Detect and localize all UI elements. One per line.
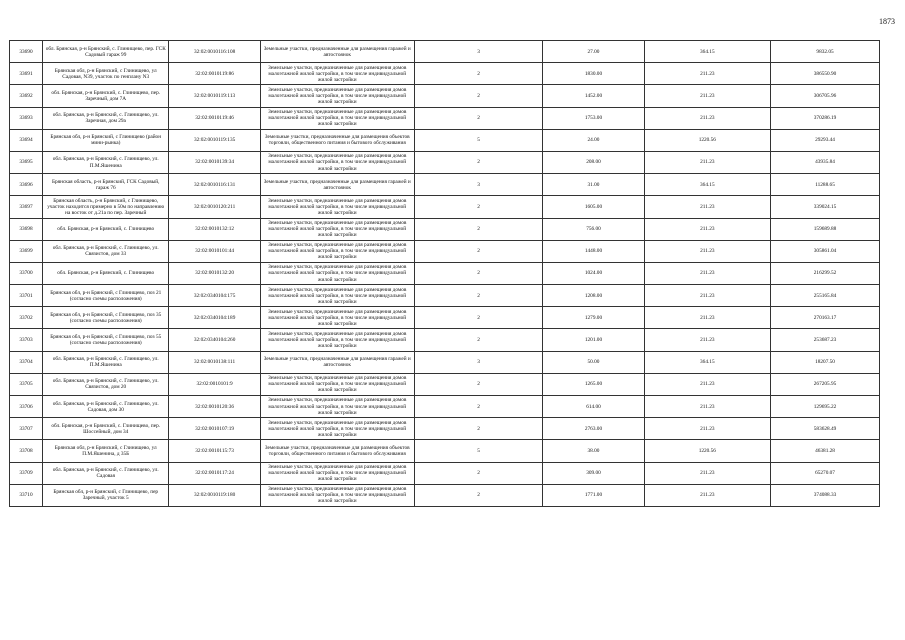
table-row xyxy=(10,262,880,284)
land-use-cell: Земельные участки, предназначенные для размещения домов малоэтажной жилой застройки, в том числе индивидуальной жилой застройки xyxy=(260,218,414,240)
group-number-cell: 2 xyxy=(414,196,543,218)
address-cell: Брянская область, р-н Брянский, с Глинищево, участок находится примерно в 50м по направлению на восток от д.21а по пер. Заречный xyxy=(42,196,168,218)
row-number: 33694 xyxy=(10,129,43,151)
table-row xyxy=(10,373,880,395)
address-cell: обл. Брянская, р-н Брянский, с. Глинищево, ул. Связистов, дом 20 xyxy=(42,373,168,395)
area-cell: 1265.00 xyxy=(543,373,644,395)
cadastral-value-table xyxy=(9,40,880,507)
land-use-cell: Земельные участки, предназначенные для размещения домов малоэтажной жилой застройки, в том числе индивидуальной жилой застройки xyxy=(260,462,414,484)
area-cell: 1279.00 xyxy=(543,307,644,329)
cadastral-value-cell: 46381.28 xyxy=(771,440,880,462)
land-use-cell: Земельные участки, предназначенные для размещения домов малоэтажной жилой застройки, в том числе индивидуальной жилой застройки xyxy=(260,285,414,307)
area-cell: 1208.00 xyxy=(543,285,644,307)
cadastral-value-cell: 11288.65 xyxy=(771,174,880,196)
group-number-cell: 2 xyxy=(414,107,543,129)
row-number: 33701 xyxy=(10,285,43,307)
group-number-cell: 2 xyxy=(414,63,543,85)
specific-value-cell: 211.23 xyxy=(644,262,770,284)
address-cell: обл. Брянская, р-н Брянский, с. Глинищево, ул. П.М.Яшенина xyxy=(42,151,168,173)
table-row xyxy=(10,129,880,151)
address-cell: обл. Брянская, р-н Брянский, с. Глинищево, пер. Заречный, дом 7А xyxy=(42,85,168,107)
cadastral-value-cell: 129695.22 xyxy=(771,396,880,418)
land-use-cell: Земельные участки, предназначенные для размещения объектов торговли, общественного питания и бытового обслуживания xyxy=(260,129,414,151)
cadastral-number-cell: 32:02:0010119:86 xyxy=(169,63,260,85)
land-use-cell: Земельные участки, предназначенные для размещения домов малоэтажной жилой застройки, в том числе индивидуальной жилой застройки xyxy=(260,396,414,418)
group-number-cell: 2 xyxy=(414,462,543,484)
table-row xyxy=(10,484,880,506)
land-use-cell: Земельные участки, предназначенные для размещения гаражей и автостоянок xyxy=(260,351,414,373)
group-number-cell: 2 xyxy=(414,373,543,395)
cadastral-number-cell: 32:02:0010107:19 xyxy=(169,418,260,440)
area-cell: 309.00 xyxy=(543,462,644,484)
cadastral-value-cell: 18207.50 xyxy=(771,351,880,373)
group-number-cell: 2 xyxy=(414,85,543,107)
group-number-cell: 3 xyxy=(414,351,543,373)
row-number: 33709 xyxy=(10,462,43,484)
group-number-cell: 2 xyxy=(414,240,543,262)
table-row xyxy=(10,440,880,462)
cadastral-number-cell: 32:02:0010119:46 xyxy=(169,107,260,129)
row-number: 33707 xyxy=(10,418,43,440)
table-row xyxy=(10,396,880,418)
cadastral-number-cell: 32:02:0010132:20 xyxy=(169,262,260,284)
area-cell: 1452.00 xyxy=(543,85,644,107)
table-row xyxy=(10,462,880,484)
specific-value-cell: 1220.56 xyxy=(644,129,770,151)
cadastral-value-cell: 270163.17 xyxy=(771,307,880,329)
group-number-cell: 2 xyxy=(414,418,543,440)
area-cell: 1448.00 xyxy=(543,240,644,262)
area-cell: 1753.00 xyxy=(543,107,644,129)
cadastral-number-cell: 32:02:0010101:9 xyxy=(169,373,260,395)
address-cell: обл. Брянская, р-н Брянский, с. Глинищево, ул. Садовая xyxy=(42,462,168,484)
group-number-cell: 2 xyxy=(414,218,543,240)
specific-value-cell: 211.23 xyxy=(644,218,770,240)
cadastral-value-cell: 29293.44 xyxy=(771,129,880,151)
land-use-cell: Земельные участки, предназначенные для размещения домов малоэтажной жилой застройки, в том числе индивидуальной жилой застройки xyxy=(260,63,414,85)
group-number-cell: 2 xyxy=(414,396,543,418)
specific-value-cell: 211.23 xyxy=(644,396,770,418)
address-cell: Брянская обл, р-н Брянский, с Глинищево, пер Заречный, участок 5 xyxy=(42,484,168,506)
table-row xyxy=(10,151,880,173)
specific-value-cell: 211.23 xyxy=(644,285,770,307)
specific-value-cell: 364.15 xyxy=(644,174,770,196)
table-row xyxy=(10,329,880,351)
cadastral-number-cell: 32:02:0010119:180 xyxy=(169,484,260,506)
row-number: 33690 xyxy=(10,41,43,63)
row-number: 33699 xyxy=(10,240,43,262)
address-cell: обл. Брянская, р-н Брянский, с. Глинищево, пер. ГСК Садовый гараж 99 xyxy=(42,41,168,63)
area-cell: 27.00 xyxy=(543,41,644,63)
group-number-cell: 2 xyxy=(414,262,543,284)
page-number: 1873 xyxy=(879,17,895,26)
cadastral-value-cell: 253687.23 xyxy=(771,329,880,351)
area-cell: 1605.00 xyxy=(543,196,644,218)
area-cell: 1771.00 xyxy=(543,484,644,506)
land-use-cell: Земельные участки, предназначенные для размещения домов малоэтажной жилой застройки, в том числе индивидуальной жилой застройки xyxy=(260,373,414,395)
row-number: 33695 xyxy=(10,151,43,173)
cadastral-value-cell: 583628.49 xyxy=(771,418,880,440)
specific-value-cell: 211.23 xyxy=(644,85,770,107)
specific-value-cell: 211.23 xyxy=(644,240,770,262)
land-use-cell: Земельные участки, предназначенные для размещения гаражей и автостоянок xyxy=(260,41,414,63)
group-number-cell: 3 xyxy=(414,174,543,196)
cadastral-value-cell: 305861.04 xyxy=(771,240,880,262)
group-number-cell: 2 xyxy=(414,484,543,506)
specific-value-cell: 211.23 xyxy=(644,462,770,484)
cadastral-value-cell: 255165.84 xyxy=(771,285,880,307)
cadastral-number-cell: 32:02:0010115:73 xyxy=(169,440,260,462)
cadastral-value-cell: 159689.88 xyxy=(771,218,880,240)
row-number: 33693 xyxy=(10,107,43,129)
specific-value-cell: 211.23 xyxy=(644,418,770,440)
specific-value-cell: 211.23 xyxy=(644,196,770,218)
cadastral-number-cell: 32:02:0010116:108 xyxy=(169,41,260,63)
table-row xyxy=(10,240,880,262)
row-number: 33697 xyxy=(10,196,43,218)
address-cell: обл. Брянская, р-н Брянский, с. Глинищево, ул. Связистов, дом 33 xyxy=(42,240,168,262)
cadastral-value-cell: 374088.33 xyxy=(771,484,880,506)
address-cell: обл. Брянская, р-н Брянский, с. Глинищево, пер. Шоссейный, дом 34 xyxy=(42,418,168,440)
area-cell: 1024.00 xyxy=(543,262,644,284)
cadastral-number-cell: 32:02:0010117:24 xyxy=(169,462,260,484)
specific-value-cell: 211.23 xyxy=(644,373,770,395)
cadastral-number-cell: 32:02:0010101:44 xyxy=(169,240,260,262)
area-cell: 208.00 xyxy=(543,151,644,173)
table-row xyxy=(10,285,880,307)
land-use-cell: Земельные участки, предназначенные для размещения объектов торговли, общественного питания и бытового обслуживания xyxy=(260,440,414,462)
specific-value-cell: 211.23 xyxy=(644,329,770,351)
address-cell: обл. Брянская, р-н Брянский, с. Глинищево, ул. Садовая, дом 30 xyxy=(42,396,168,418)
address-cell: Брянская обл, р-н Брянский, с Глинищево, поз 21 (согласно схемы расположения) xyxy=(42,285,168,307)
specific-value-cell: 211.23 xyxy=(644,151,770,173)
specific-value-cell: 211.23 xyxy=(644,307,770,329)
land-use-cell: Земельные участки, предназначенные для размещения гаражей и автостоянок xyxy=(260,174,414,196)
cadastral-value-cell: 306705.96 xyxy=(771,85,880,107)
table-row xyxy=(10,307,880,329)
address-cell: обл. Брянская, р-н Брянский, с. Глинищево, ул. Заречная, дом 29а xyxy=(42,107,168,129)
cadastral-value-cell: 339024.15 xyxy=(771,196,880,218)
area-cell: 38.00 xyxy=(543,440,644,462)
address-cell: Брянская обл, р-н Брянский, с Глинищево, ул П.М.Яшенина, д 35Б xyxy=(42,440,168,462)
row-number: 33696 xyxy=(10,174,43,196)
specific-value-cell: 211.23 xyxy=(644,63,770,85)
area-cell: 1830.00 xyxy=(543,63,644,85)
cadastral-number-cell: 32:02:0010120:36 xyxy=(169,396,260,418)
row-number: 33706 xyxy=(10,396,43,418)
specific-value-cell: 211.23 xyxy=(644,484,770,506)
area-cell: 1201.00 xyxy=(543,329,644,351)
group-number-cell: 2 xyxy=(414,307,543,329)
group-number-cell: 3 xyxy=(414,41,543,63)
address-cell: обл. Брянская, р-н Брянский, с. Глинищево, ул. П.М.Яшенина xyxy=(42,351,168,373)
land-use-cell: Земельные участки, предназначенные для размещения домов малоэтажной жилой застройки, в том числе индивидуальной жилой застройки xyxy=(260,85,414,107)
land-use-cell: Земельные участки, предназначенные для размещения домов малоэтажной жилой застройки, в том числе индивидуальной жилой застройки xyxy=(260,484,414,506)
table-row xyxy=(10,418,880,440)
cadastral-value-cell: 43935.84 xyxy=(771,151,880,173)
area-cell: 24.00 xyxy=(543,129,644,151)
cadastral-number-cell: 32:02:0340104:260 xyxy=(169,329,260,351)
address-cell: обл. Брянская, р-н Брянский, с. Глинищево xyxy=(42,218,168,240)
group-number-cell: 2 xyxy=(414,329,543,351)
land-use-cell: Земельные участки, предназначенные для размещения домов малоэтажной жилой застройки, в том числе индивидуальной жилой застройки xyxy=(260,329,414,351)
address-cell: Брянская обл, р-н Брянский, с Глинищево, ул Садовая, N39, участок по генплану N3 xyxy=(42,63,168,85)
land-use-cell: Земельные участки, предназначенные для размещения домов малоэтажной жилой застройки, в том числе индивидуальной жилой застройки xyxy=(260,151,414,173)
cadastral-number-cell: 32:02:0010119:113 xyxy=(169,85,260,107)
area-cell: 756.00 xyxy=(543,218,644,240)
row-number: 33703 xyxy=(10,329,43,351)
cadastral-value-cell: 386550.90 xyxy=(771,63,880,85)
row-number: 33702 xyxy=(10,307,43,329)
address-cell: Брянская обл, р-н Брянский, с Глинищево, поз 55 (согласно схемы расположения) xyxy=(42,329,168,351)
table-row xyxy=(10,41,880,63)
table-row xyxy=(10,218,880,240)
specific-value-cell: 364.15 xyxy=(644,41,770,63)
cadastral-number-cell: 32:02:0010138:111 xyxy=(169,351,260,373)
land-use-cell: Земельные участки, предназначенные для размещения домов малоэтажной жилой застройки, в том числе индивидуальной жилой застройки xyxy=(260,307,414,329)
table-row xyxy=(10,174,880,196)
group-number-cell: 5 xyxy=(414,129,543,151)
cadastral-value-cell: 9832.05 xyxy=(771,41,880,63)
cadastral-number-cell: 32:02:0010116:131 xyxy=(169,174,260,196)
land-use-cell: Земельные участки, предназначенные для размещения домов малоэтажной жилой застройки, в том числе индивидуальной жилой застройки xyxy=(260,262,414,284)
row-number: 33700 xyxy=(10,262,43,284)
table-row xyxy=(10,107,880,129)
table-row xyxy=(10,63,880,85)
address-cell: Брянская область, р-н Брянский, ГСК Садовый, гараж 76 xyxy=(42,174,168,196)
row-number: 33705 xyxy=(10,373,43,395)
area-cell: 31.00 xyxy=(543,174,644,196)
cadastral-value-cell: 65270.07 xyxy=(771,462,880,484)
cadastral-number-cell: 32:02:0010132:12 xyxy=(169,218,260,240)
row-number: 33710 xyxy=(10,484,43,506)
cadastral-value-cell: 216299.52 xyxy=(771,262,880,284)
group-number-cell: 2 xyxy=(414,151,543,173)
area-cell: 2763.00 xyxy=(543,418,644,440)
address-cell: Брянская обл, р-н Брянский, с Глинищево, поз 35 (согласно схемы расположения) xyxy=(42,307,168,329)
address-cell: Брянская обл, р-н Брянский, с Глинищево (район мини-рынка) xyxy=(42,129,168,151)
specific-value-cell: 1220.56 xyxy=(644,440,770,462)
row-number: 33708 xyxy=(10,440,43,462)
specific-value-cell: 364.15 xyxy=(644,351,770,373)
row-number: 33692 xyxy=(10,85,43,107)
row-number: 33691 xyxy=(10,63,43,85)
group-number-cell: 2 xyxy=(414,285,543,307)
table-row xyxy=(10,196,880,218)
cadastral-number-cell: 32:02:0340104:189 xyxy=(169,307,260,329)
cadastral-number-cell: 32:02:0010119:135 xyxy=(169,129,260,151)
specific-value-cell: 211.23 xyxy=(644,107,770,129)
table-row xyxy=(10,85,880,107)
area-cell: 50.00 xyxy=(543,351,644,373)
land-use-cell: Земельные участки, предназначенные для размещения домов малоэтажной жилой застройки, в том числе индивидуальной жилой застройки xyxy=(260,418,414,440)
row-number: 33704 xyxy=(10,351,43,373)
row-number: 33698 xyxy=(10,218,43,240)
land-use-cell: Земельные участки, предназначенные для размещения домов малоэтажной жилой застройки, в том числе индивидуальной жилой застройки xyxy=(260,107,414,129)
cadastral-number-cell: 32:02:0010139:34 xyxy=(169,151,260,173)
address-cell: обл. Брянская, р-н Брянский, с. Глинищево xyxy=(42,262,168,284)
table-row xyxy=(10,351,880,373)
land-use-cell: Земельные участки, предназначенные для размещения домов малоэтажной жилой застройки, в том числе индивидуальной жилой застройки xyxy=(260,240,414,262)
cadastral-number-cell: 32:02:0010120:211 xyxy=(169,196,260,218)
area-cell: 614.00 xyxy=(543,396,644,418)
land-use-cell: Земельные участки, предназначенные для размещения домов малоэтажной жилой застройки, в том числе индивидуальной жилой застройки xyxy=(260,196,414,218)
cadastral-value-cell: 267205.95 xyxy=(771,373,880,395)
cadastral-number-cell: 32:02:0340104:175 xyxy=(169,285,260,307)
group-number-cell: 5 xyxy=(414,440,543,462)
cadastral-value-cell: 370286.19 xyxy=(771,107,880,129)
